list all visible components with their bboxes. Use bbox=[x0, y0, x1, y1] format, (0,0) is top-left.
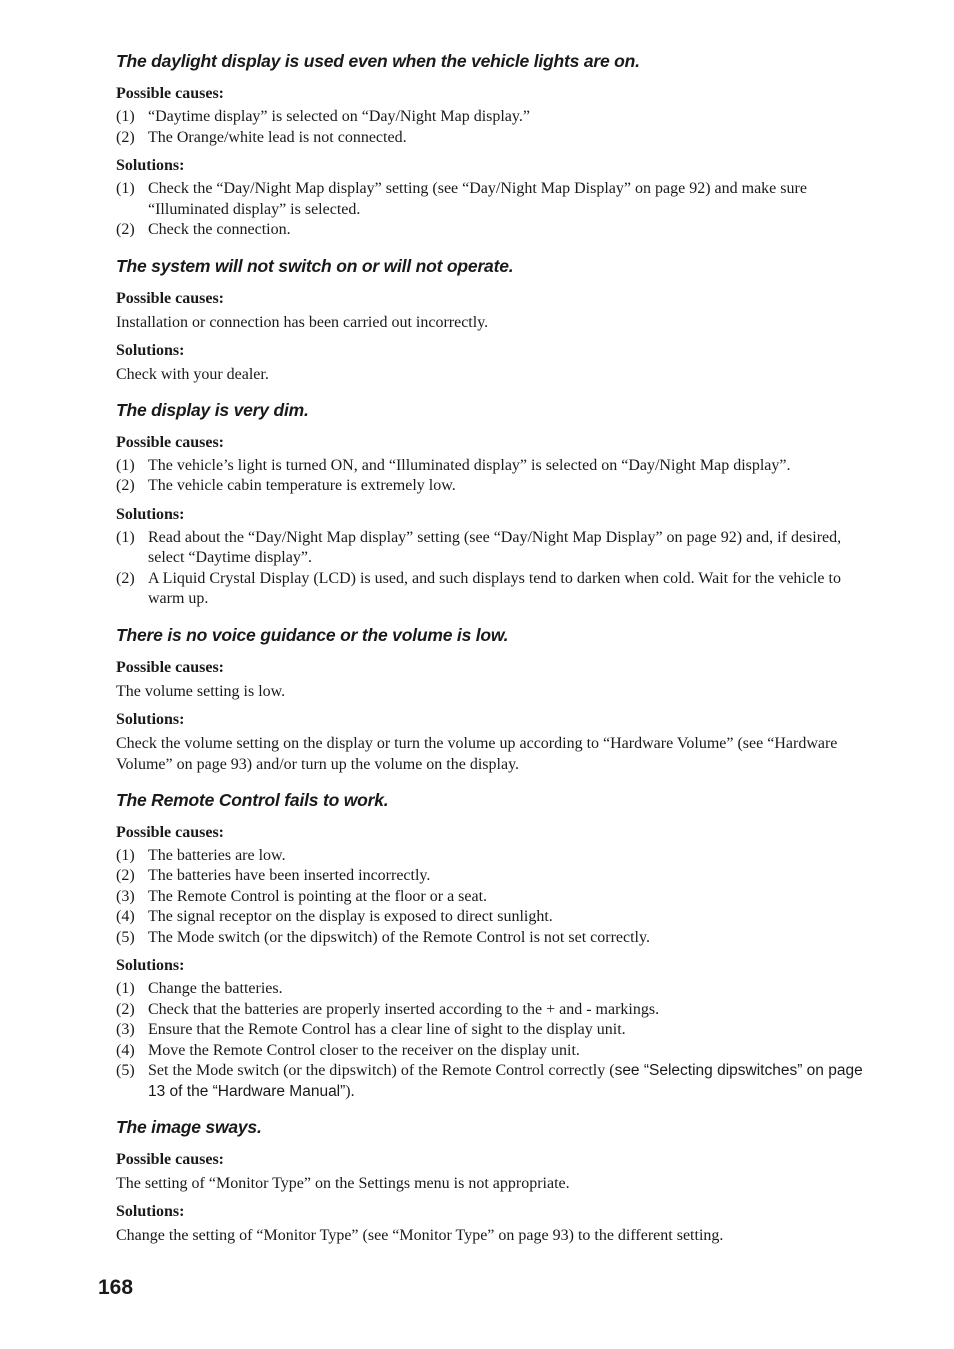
item-number: (2) bbox=[116, 1000, 135, 1018]
solutions-label: Solutions: bbox=[116, 341, 185, 359]
list-item bbox=[116, 907, 878, 928]
section-heading: The image sways. bbox=[116, 1117, 262, 1137]
item-number: (2) bbox=[116, 221, 135, 238]
item-text: A Liquid Crystal Display (LCD) is used, and such displays tend to darken when cold. Wait for the vehicle to warm up. bbox=[148, 569, 841, 607]
list-item bbox=[116, 569, 878, 610]
solutions-text: Check with your dealer. bbox=[116, 365, 269, 383]
section-heading: The system will not switch on or will not operate. bbox=[116, 255, 514, 276]
item-number: (2) bbox=[116, 569, 135, 587]
item-text: The batteries have been inserted incorrectly. bbox=[148, 867, 431, 884]
item-text: “Daytime display” is selected on “Day/Night Map display.” bbox=[148, 108, 530, 125]
list-item bbox=[116, 1000, 878, 1021]
list-item bbox=[116, 928, 878, 949]
causes-text: Installation or connection has been carried out incorrectly. bbox=[116, 313, 489, 331]
section-heading: There is no voice guidance or the volume is low. bbox=[116, 624, 509, 645]
solutions-label: Solutions: bbox=[116, 157, 185, 174]
item-text: Change the batteries. bbox=[148, 980, 283, 997]
item-text: Ensure that the Remote Control has a clear line of sight to the display unit. bbox=[148, 1021, 626, 1038]
solutions-list bbox=[116, 979, 878, 1102]
causes-list bbox=[116, 846, 878, 949]
item-text: The vehicle’s light is turned ON, and “Illuminated display” is selected on “Day/Night Map display”. bbox=[148, 456, 791, 474]
list-item bbox=[116, 887, 878, 908]
item-text: The Remote Control is pointing at the floor or a seat. bbox=[148, 887, 488, 905]
item-number: (4) bbox=[116, 908, 135, 925]
list-item bbox=[116, 846, 878, 867]
item-text: Check the connection. bbox=[148, 221, 291, 238]
item-number: (3) bbox=[116, 1021, 135, 1038]
list-item bbox=[116, 179, 878, 220]
section-remote-control bbox=[116, 789, 878, 1103]
solutions-text: Change the setting of “Monitor Type” (see “Monitor Type” on page 93) to the different setting. bbox=[116, 1227, 724, 1244]
solutions-label: Solutions: bbox=[116, 505, 185, 523]
item-text: The batteries are low. bbox=[148, 846, 286, 864]
item-text: The Orange/white lead is not connected. bbox=[148, 128, 407, 146]
solutions-list bbox=[116, 179, 878, 241]
list-item bbox=[116, 107, 878, 128]
section-heading: The display is very dim. bbox=[116, 399, 309, 420]
item-number: (5) bbox=[116, 1062, 135, 1079]
item-text-cross-reference: see “Selecting dipswitches” on page 13 of the “Hardware Manual” bbox=[148, 1062, 863, 1100]
causes-text: The volume setting is low. bbox=[116, 682, 286, 700]
causes-label: Possible causes: bbox=[116, 823, 224, 841]
section-daylight-display bbox=[116, 50, 878, 241]
item-text: Set the Mode switch (or the dipswitch) of the Remote Control correctly ( bbox=[148, 1062, 615, 1079]
causes-label: Possible causes: bbox=[116, 289, 224, 307]
list-item bbox=[116, 456, 878, 477]
item-text: The signal receptor on the display is exposed to direct sunlight. bbox=[148, 908, 553, 925]
item-text: Read about the “Day/Night Map display” setting (see “Day/Night Map Display” on page 92) and, if desired, select “Daytime display”. bbox=[148, 528, 842, 566]
item-number: (1) bbox=[116, 180, 135, 197]
item-text: Check the “Day/Night Map display” setting (see “Day/Night Map Display” on page 92) and make sure “Illuminated display” is selected. bbox=[148, 180, 807, 218]
item-text: Check that the batteries are properly inserted according to the + and - markings. bbox=[148, 1000, 660, 1018]
list-item bbox=[116, 128, 878, 149]
section-system-not-switch-on bbox=[116, 255, 878, 385]
item-number: (1) bbox=[116, 980, 135, 997]
item-number: (4) bbox=[116, 1041, 135, 1059]
item-number: (1) bbox=[116, 108, 135, 125]
list-item bbox=[116, 220, 878, 241]
item-number: (2) bbox=[116, 128, 135, 146]
item-text-end: ). bbox=[345, 1082, 355, 1100]
causes-list bbox=[116, 107, 878, 148]
manual-page bbox=[116, 50, 878, 1260]
causes-list bbox=[116, 456, 878, 497]
item-text: Move the Remote Control closer to the receiver on the display unit. bbox=[148, 1041, 580, 1059]
causes-label: Possible causes: bbox=[116, 85, 224, 102]
section-heading: The daylight display is used even when the vehicle lights are on. bbox=[116, 51, 640, 71]
section-heading: The Remote Control fails to work. bbox=[116, 789, 389, 810]
page-number: 168 bbox=[98, 1276, 134, 1299]
item-number: (2) bbox=[116, 867, 135, 884]
causes-label: Possible causes: bbox=[116, 1151, 224, 1168]
causes-text: The setting of “Monitor Type” on the Settings menu is not appropriate. bbox=[116, 1175, 570, 1192]
list-item bbox=[116, 866, 878, 887]
item-number: (3) bbox=[116, 887, 135, 905]
section-no-voice-guidance bbox=[116, 624, 878, 775]
section-display-dim bbox=[116, 399, 878, 610]
item-number: (1) bbox=[116, 528, 135, 546]
solutions-list bbox=[116, 528, 878, 610]
item-text: The Mode switch (or the dipswitch) of the Remote Control is not set correctly. bbox=[148, 928, 650, 946]
item-text: The vehicle cabin temperature is extremely low. bbox=[148, 477, 456, 494]
solutions-label: Solutions: bbox=[116, 957, 185, 974]
list-item bbox=[116, 476, 878, 497]
solutions-text: Check the volume setting on the display or turn the volume up according to “Hardware Volume” (see “Hardware Volume” on page 93) and/or turn up the volume on the display. bbox=[116, 734, 838, 773]
item-number: (2) bbox=[116, 477, 135, 494]
item-number: (5) bbox=[116, 928, 135, 946]
item-number: (1) bbox=[116, 456, 135, 474]
list-item bbox=[116, 1061, 878, 1102]
causes-label: Possible causes: bbox=[116, 433, 224, 451]
list-item bbox=[116, 528, 878, 569]
causes-label: Possible causes: bbox=[116, 658, 224, 676]
solutions-label: Solutions: bbox=[116, 710, 185, 728]
solutions-label: Solutions: bbox=[116, 1203, 185, 1220]
section-image-sways bbox=[116, 1116, 878, 1246]
item-number: (1) bbox=[116, 846, 135, 864]
list-item bbox=[116, 1020, 878, 1041]
list-item bbox=[116, 1041, 878, 1062]
list-item bbox=[116, 979, 878, 1000]
